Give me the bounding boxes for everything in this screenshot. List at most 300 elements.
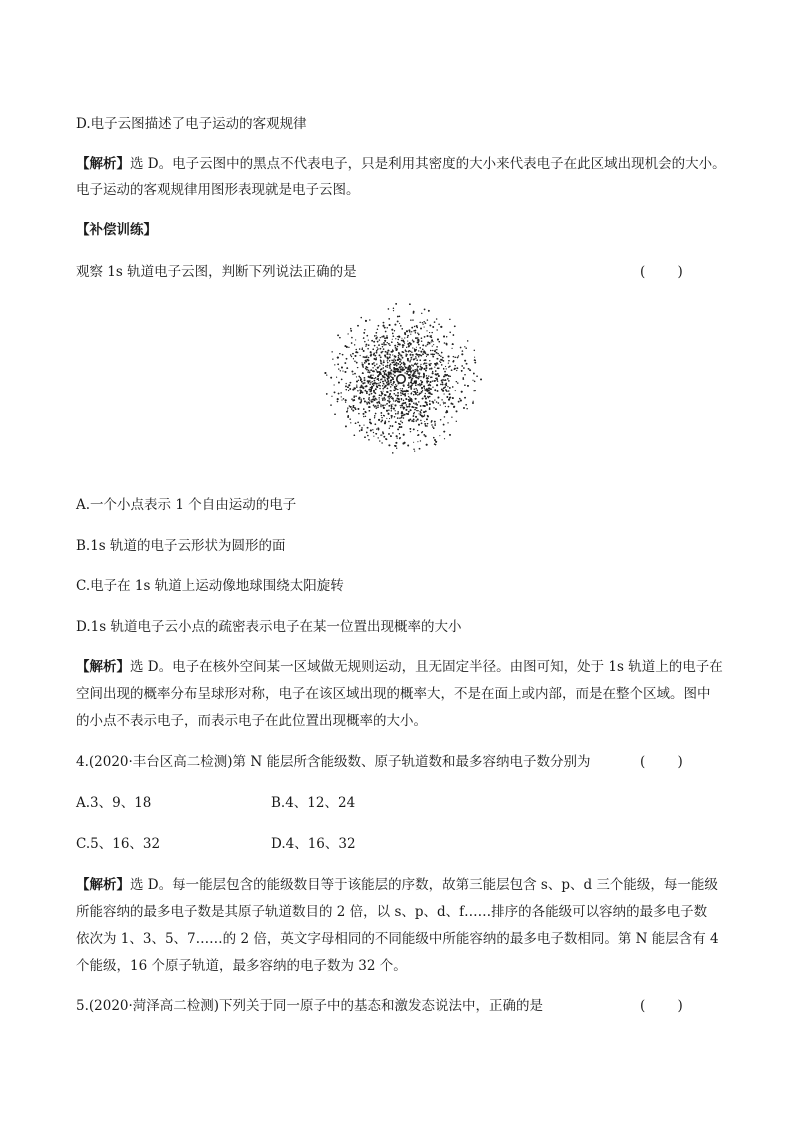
cloud-dot (376, 332, 377, 333)
cloud-dot (389, 398, 390, 399)
cloud-dot (353, 358, 354, 359)
cloud-dot (389, 374, 390, 375)
cloud-dot (442, 390, 444, 392)
cloud-dot (438, 397, 439, 398)
cloud-dot (424, 388, 425, 389)
cloud-dot (388, 318, 390, 320)
cloud-dot (362, 391, 363, 392)
cloud-dot (371, 399, 372, 400)
cloud-dot (418, 350, 419, 351)
cloud-dot (425, 398, 427, 400)
cloud-dot (426, 444, 428, 446)
cloud-dot (388, 371, 390, 373)
cloud-dot (381, 336, 383, 338)
cloud-dot (411, 359, 412, 360)
cloud-dot (369, 319, 370, 320)
cloud-dot (401, 328, 402, 329)
cloud-dot (388, 373, 389, 374)
q4-option-b: B.4、12、24 (271, 795, 356, 811)
cloud-dot (392, 385, 393, 386)
cloud-dot (411, 379, 413, 381)
cloud-dot (425, 411, 427, 413)
cloud-dot (409, 366, 411, 368)
cloud-dot (389, 418, 390, 419)
cloud-dot (352, 353, 354, 355)
cloud-dot (413, 381, 415, 383)
cloud-dot (369, 371, 371, 373)
cloud-dot (376, 429, 377, 430)
cloud-dot (414, 388, 416, 390)
cloud-dot (411, 331, 412, 332)
cloud-dot (379, 339, 380, 340)
cloud-dot (380, 406, 381, 407)
cloud-dot (397, 438, 398, 439)
cloud-dot (424, 395, 426, 397)
cloud-dot (469, 369, 471, 371)
cloud-dot (360, 391, 362, 393)
cloud-dot (454, 368, 456, 370)
cloud-dot (415, 382, 416, 383)
cloud-dot (411, 400, 413, 402)
cloud-dot (387, 327, 389, 329)
cloud-dot (400, 420, 401, 421)
cloud-dot (404, 393, 406, 395)
cloud-dot (398, 398, 400, 400)
cloud-dot (372, 370, 374, 372)
cloud-dot (356, 381, 358, 383)
cloud-dot (373, 341, 375, 343)
cloud-dot (392, 425, 394, 427)
cloud-dot (414, 358, 415, 359)
cloud-dot (414, 350, 416, 352)
cloud-dot (399, 316, 401, 318)
cloud-dot (363, 398, 365, 400)
cloud-dot (369, 389, 371, 391)
cloud-dot (426, 404, 428, 406)
cloud-dot (380, 404, 382, 406)
cloud-dot (431, 420, 432, 421)
cloud-dot (366, 432, 368, 434)
cloud-dot (391, 329, 393, 331)
cloud-dot (425, 345, 427, 347)
cloud-dot (354, 387, 356, 389)
cloud-dot (387, 365, 389, 367)
cloud-dot (412, 370, 413, 371)
cloud-dot (476, 376, 477, 377)
cloud-dot (444, 416, 446, 418)
cloud-dot (440, 356, 442, 358)
cloud-dot (351, 342, 353, 344)
cloud-dot (400, 395, 401, 396)
cloud-dot (368, 439, 370, 441)
cloud-dot (424, 351, 426, 353)
cloud-dot (376, 399, 377, 400)
cloud-dot (392, 398, 394, 400)
cloud-dot (364, 382, 365, 383)
analysis-3-text: 选 D。每一能层包含的能级数目等于该能层的序数，故第三能层包含 s、p、d 三个能级，每一能级 (130, 877, 718, 893)
cloud-dot (390, 354, 391, 355)
cloud-dot (426, 356, 427, 357)
cloud-dot (372, 375, 373, 376)
cloud-dot (448, 380, 450, 382)
cloud-dot (355, 339, 356, 340)
cloud-dot (380, 348, 382, 350)
cloud-dot (410, 388, 412, 390)
cloud-dot (382, 398, 383, 399)
cloud-dot (373, 404, 374, 405)
cloud-dot (408, 411, 410, 413)
cloud-dot (384, 421, 386, 423)
cloud-dot (474, 357, 475, 358)
cloud-dot (432, 350, 433, 351)
cloud-dot (425, 393, 426, 394)
cloud-dot (395, 338, 396, 339)
cloud-dot (396, 362, 398, 364)
cloud-dot (421, 423, 423, 425)
cloud-dot (421, 391, 423, 393)
cloud-dot (417, 394, 418, 395)
cloud-dot (406, 347, 407, 348)
cloud-dot (390, 435, 392, 437)
cloud-dot (413, 311, 415, 313)
cloud-dot (399, 423, 401, 425)
cloud-dot (395, 410, 396, 411)
q4-option-a: A.3、9、18 (76, 795, 152, 811)
cloud-dot (407, 337, 408, 338)
cloud-dot (384, 415, 385, 416)
cloud-dot (345, 383, 346, 384)
cloud-dot (436, 379, 438, 381)
cloud-dot (435, 444, 436, 445)
cloud-dot (464, 397, 466, 399)
cloud-dot (425, 435, 427, 437)
cloud-dot (354, 373, 356, 375)
cloud-dot (393, 408, 395, 410)
cloud-dot (341, 367, 343, 369)
cloud-dot (367, 380, 368, 381)
cloud-dot (379, 401, 380, 402)
cloud-dot (371, 401, 373, 403)
cloud-dot (362, 372, 364, 374)
cloud-dot (345, 371, 347, 373)
cloud-dot (357, 325, 359, 327)
cloud-dot (391, 341, 393, 343)
cloud-dot (414, 412, 415, 413)
cloud-dot (417, 430, 418, 431)
cloud-dot (416, 377, 418, 379)
cloud-dot (427, 416, 429, 418)
cloud-dot (420, 440, 421, 441)
cloud-dot (326, 374, 327, 375)
cloud-dot (338, 368, 339, 369)
cloud-dot (449, 387, 451, 389)
cloud-dot (429, 408, 431, 410)
cloud-dot (400, 392, 401, 393)
cloud-dot (411, 327, 413, 329)
cloud-dot (368, 376, 370, 378)
cloud-dot (464, 360, 466, 362)
cloud-dot (386, 337, 388, 339)
cloud-dot (388, 343, 390, 345)
cloud-dot (448, 356, 450, 358)
cloud-dot (453, 406, 455, 408)
cloud-dot (370, 423, 372, 425)
cloud-dot (381, 343, 383, 345)
cloud-dot (401, 417, 402, 418)
cloud-dot (436, 362, 438, 364)
cloud-dot (340, 370, 341, 371)
cloud-dot (394, 359, 395, 360)
cloud-dot (350, 406, 352, 408)
cloud-dot (413, 419, 415, 421)
cloud-dot (439, 354, 441, 356)
cloud-dot (382, 375, 384, 377)
cloud-dot (378, 325, 380, 327)
cloud-dot (363, 350, 365, 352)
cloud-dot (368, 340, 369, 341)
cloud-dot (387, 380, 389, 382)
cloud-dot (363, 416, 365, 418)
cloud-dot (383, 348, 384, 349)
cloud-dot (389, 405, 391, 407)
cloud-dot (361, 381, 363, 383)
cloud-dot (397, 429, 399, 431)
cloud-dot (428, 389, 430, 391)
cloud-dot (464, 346, 465, 347)
cloud-dot (418, 378, 420, 380)
cloud-dot (401, 362, 403, 364)
cloud-dot (324, 372, 326, 374)
cloud-dot (396, 348, 398, 350)
cloud-dot (400, 407, 402, 409)
cloud-dot (387, 388, 389, 390)
cloud-dot (400, 405, 401, 406)
cloud-dot (393, 308, 394, 309)
cloud-dot (342, 354, 344, 356)
cloud-dot (375, 398, 376, 399)
cloud-dot (444, 342, 446, 344)
cloud-dot (373, 432, 374, 433)
cloud-dot (432, 426, 433, 427)
supp-question-stem: 观察 1s 轨道电子云图，判断下列说法正确的是 (76, 264, 357, 280)
cloud-dot (440, 404, 441, 405)
cloud-dot (421, 337, 423, 339)
cloud-dot (397, 359, 399, 361)
cloud-dot (352, 406, 354, 408)
cloud-dot (404, 343, 405, 344)
cloud-dot (364, 329, 365, 330)
cloud-dot (351, 337, 353, 339)
cloud-dot (363, 337, 364, 338)
cloud-dot (384, 370, 386, 372)
cloud-dot (406, 373, 408, 375)
cloud-dot (391, 406, 393, 408)
cloud-dot (414, 369, 416, 371)
cloud-dot (445, 406, 446, 407)
cloud-dot (382, 399, 384, 401)
cloud-dot (445, 384, 447, 386)
cloud-dot (381, 420, 383, 422)
cloud-dot (412, 406, 414, 408)
cloud-dot (376, 352, 378, 354)
cloud-dot (380, 362, 382, 364)
cloud-dot (463, 377, 464, 378)
cloud-dot (393, 374, 394, 375)
cloud-dot (394, 371, 396, 373)
cloud-dot (384, 374, 386, 376)
cloud-dot (430, 388, 432, 390)
cloud-dot (415, 398, 417, 400)
cloud-dot (365, 412, 367, 414)
cloud-dot (423, 416, 424, 417)
cloud-dot (388, 308, 390, 310)
cloud-dot (399, 367, 401, 369)
cloud-dot (392, 452, 393, 453)
cloud-dot (420, 405, 422, 407)
analysis-1-text: 选 D。电子云图中的黑点不代表电子，只是利用其密度的大小来代表电子在此区域出现机会的大小。 (130, 156, 726, 172)
cloud-dot (429, 332, 430, 333)
cloud-dot (457, 382, 458, 383)
cloud-dot (446, 374, 448, 376)
analysis-3-line-3: 依次为 1、3、5、7……的 2 倍，英文字母相同的不同能级中所能容纳的最多电子数相同。第 N 能层含有 4 (76, 931, 719, 947)
cloud-dot (432, 354, 434, 356)
cloud-dot (389, 395, 391, 397)
cloud-dot (415, 384, 417, 386)
cloud-dot (403, 408, 404, 409)
cloud-dot (444, 375, 445, 376)
cloud-dot (383, 342, 385, 344)
cloud-dot (375, 406, 376, 407)
cloud-dot (410, 386, 412, 388)
cloud-dot (379, 397, 380, 398)
cloud-dot (376, 335, 377, 336)
cloud-dot (393, 367, 395, 369)
cloud-dot (461, 353, 463, 355)
cloud-dot (460, 399, 462, 401)
cloud-dot (391, 417, 392, 418)
cloud-dot (371, 393, 372, 394)
cloud-dot (409, 303, 411, 305)
cloud-dot (399, 323, 400, 324)
cloud-dot (342, 371, 343, 372)
cloud-dot (397, 346, 398, 347)
cloud-dot (416, 420, 417, 421)
cloud-dot (437, 358, 439, 360)
cloud-dot (390, 390, 391, 391)
cloud-dot (404, 390, 406, 392)
cloud-dot (350, 328, 352, 330)
cloud-dot (366, 402, 367, 403)
cloud-dot (362, 347, 363, 348)
cloud-dot (376, 385, 377, 386)
cloud-dot (395, 395, 396, 396)
cloud-dot (428, 375, 429, 376)
cloud-dot (331, 351, 332, 352)
cloud-dot (398, 336, 400, 338)
cloud-dot (387, 384, 389, 386)
cloud-dot (434, 350, 436, 352)
cloud-dot (420, 420, 422, 422)
cloud-dot (434, 389, 436, 391)
cloud-dot (427, 344, 429, 346)
cloud-dot (396, 435, 398, 437)
cloud-dot (360, 355, 361, 356)
cloud-dot (398, 339, 399, 340)
cloud-dot (404, 402, 406, 404)
cloud-dot (354, 344, 355, 345)
cloud-dot (394, 416, 396, 418)
cloud-dot (374, 345, 375, 346)
cloud-dot (395, 347, 397, 349)
cloud-dot (371, 340, 373, 342)
cloud-dot (439, 361, 440, 362)
cloud-dot (368, 344, 370, 346)
cloud-dot (413, 372, 414, 373)
cloud-dot (347, 410, 348, 411)
cloud-dot (374, 415, 375, 416)
cloud-dot (388, 382, 390, 384)
cloud-dot (408, 360, 409, 361)
cloud-dot (365, 416, 366, 417)
cloud-dot (370, 382, 371, 383)
cloud-dot (375, 433, 377, 435)
cloud-dot (355, 351, 357, 353)
cloud-dot (417, 342, 419, 344)
cloud-dot (411, 420, 413, 422)
cloud-dot (450, 376, 451, 377)
cloud-dot (360, 402, 362, 404)
cloud-dot (392, 404, 393, 405)
cloud-dot (418, 334, 420, 336)
cloud-dot (404, 366, 405, 367)
cloud-dot (392, 349, 393, 350)
cloud-dot (424, 415, 425, 416)
q4-answer-bracket: ( ) (640, 754, 697, 770)
cloud-dot (379, 365, 380, 366)
cloud-dot (390, 372, 392, 374)
cloud-dot (420, 376, 421, 377)
cloud-dot (380, 382, 381, 383)
cloud-dot (461, 365, 463, 367)
cloud-dot (420, 393, 421, 394)
cloud-dot (436, 346, 437, 347)
cloud-dot (422, 344, 424, 346)
cloud-dot (435, 364, 437, 366)
cloud-dot (352, 400, 353, 401)
cloud-dot (387, 367, 388, 368)
cloud-dot (371, 378, 372, 379)
cloud-dot (383, 335, 385, 337)
cloud-dot (411, 382, 413, 384)
cloud-dot (403, 406, 405, 408)
cloud-dot (337, 398, 339, 400)
cloud-dot (358, 376, 360, 378)
cloud-dot (364, 362, 366, 364)
cloud-dot (389, 324, 391, 326)
cloud-dot (429, 407, 430, 408)
cloud-dot (352, 410, 354, 412)
cloud-dot (399, 438, 401, 440)
cloud-dot (444, 379, 446, 381)
cloud-dot (374, 365, 376, 367)
cloud-dot (368, 357, 369, 358)
cloud-dot (393, 400, 394, 401)
cloud-dot (346, 389, 347, 390)
cloud-dot (466, 363, 468, 365)
cloud-dot (448, 363, 449, 364)
cloud-dot (396, 368, 398, 370)
cloud-dot (426, 382, 427, 383)
